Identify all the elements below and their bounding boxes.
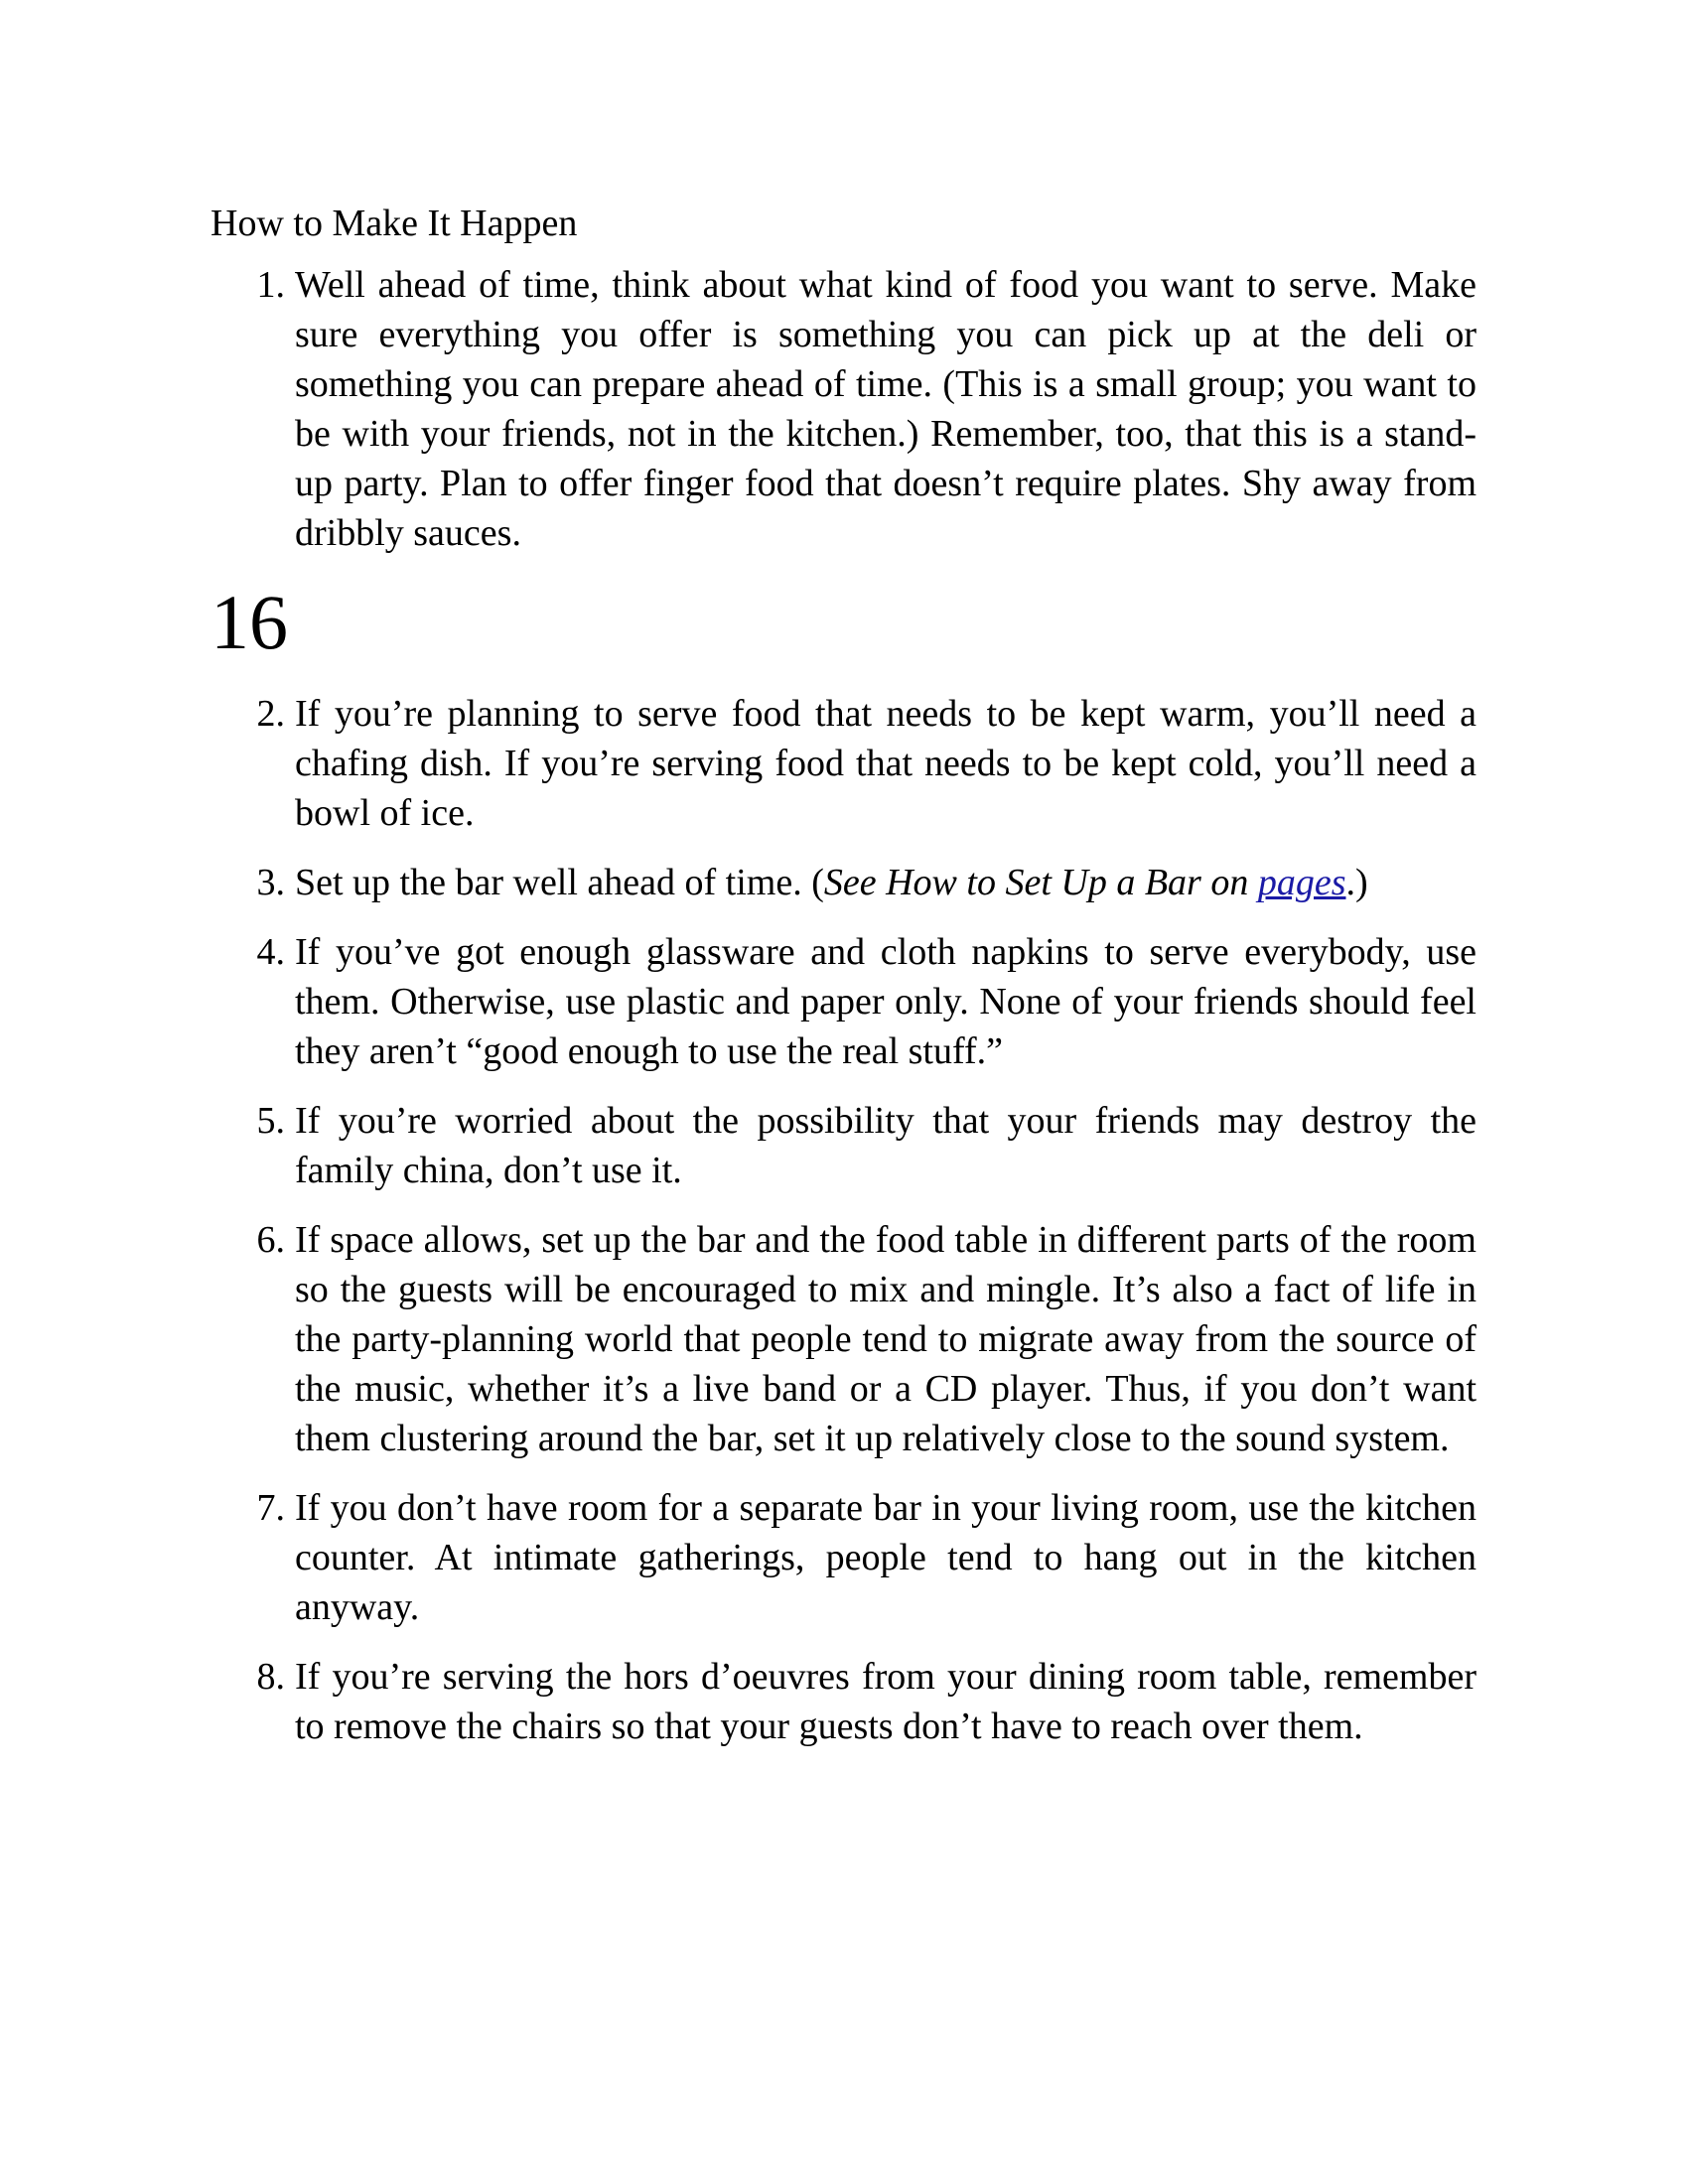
list-item — [211, 689, 1477, 838]
list-item — [211, 1215, 1477, 1463]
item-number: 4. — [256, 931, 285, 973]
list-item — [211, 1652, 1477, 1751]
item-number: 6. — [256, 1219, 285, 1261]
item-text: If you’re worried about the possibility that your friends may destroy the family china, don’t use it. — [295, 1100, 1477, 1191]
item-number: 3. — [256, 862, 285, 903]
pages-link[interactable]: pages — [1257, 862, 1346, 903]
item-text — [295, 858, 1477, 907]
item-number: 7. — [256, 1487, 285, 1529]
page-number: 16 — [211, 579, 288, 665]
cross-reference-text: See How to Set Up a Bar on — [823, 862, 1258, 903]
item-text: If you don’t have room for a separate bar in your living room, use the kitchen counter. At intimate gatherings, people tend to hang out in the kitchen anyway. — [295, 1487, 1477, 1628]
steps-list-continued — [211, 689, 1477, 1751]
steps-list — [211, 260, 1477, 558]
item-text: If space allows, set up the bar and the food table in different parts of the room so the guests will be encouraged to mix and mingle. It’s also a fact of life in the party-planning world that people tend to migrate away from the source of the music, whether it’s a live band or a CD player. Thus, if you don’t want them clustering around the bar, set it up relatively close to the sound system. — [295, 1219, 1477, 1459]
list-item — [211, 858, 1477, 907]
item-number: 5. — [256, 1100, 285, 1142]
item-number: 1. — [256, 264, 285, 306]
item-text-after: .) — [1345, 862, 1368, 903]
document-page — [211, 197, 1477, 1771]
item-text-before: Set up the bar well ahead of time. ( — [295, 862, 824, 903]
list-item — [211, 1096, 1477, 1195]
list-item — [211, 1483, 1477, 1632]
item-text: If you’re serving the hors d’oeuvres from your dining room table, remember to remove the chairs so that your guests don’t have to reach over them. — [295, 1656, 1477, 1747]
item-number: 2. — [256, 693, 285, 735]
item-text: Well ahead of time, think about what kind of food you want to serve. Make sure everything you offer is something you can pick up at the deli or something you can prepare ahead of time. (This is a small group; you want to be with your friends, not in the kitchen.) Remember, too, that this is a stand-up party. Plan to offer finger food that doesn’t require plates. Shy away from dribbly sauces. — [295, 264, 1477, 554]
item-text: If you’ve got enough glassware and cloth napkins to serve everybody, use them. Otherwise, use plastic and paper only. None of your friends should feel they aren’t “good enough to use the real stuff.” — [295, 931, 1477, 1072]
list-item — [211, 927, 1477, 1076]
section-heading: How to Make It Happen — [211, 203, 578, 244]
list-item — [211, 260, 1477, 558]
item-text: If you’re planning to serve food that needs to be kept warm, you’ll need a chafing dish. If you’re serving food that needs to be kept cold, you’ll need a bowl of ice. — [295, 693, 1477, 834]
item-number: 8. — [256, 1656, 285, 1698]
